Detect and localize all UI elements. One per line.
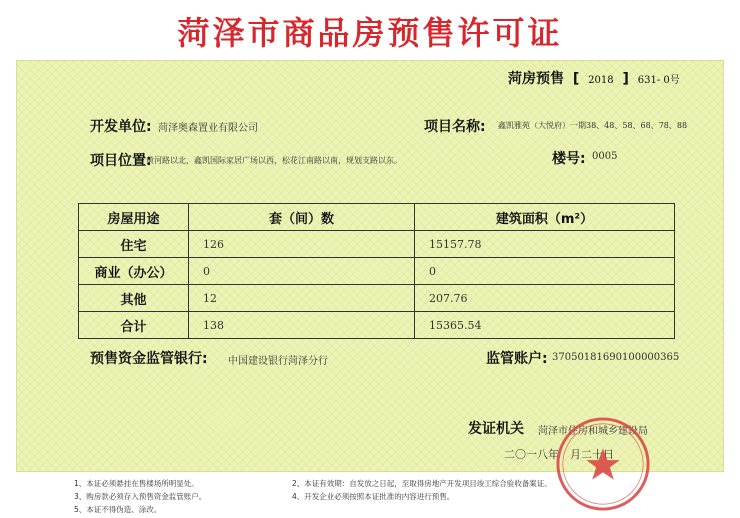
table-header-row <box>79 204 675 231</box>
cert-sequence: 631- 0号 <box>637 75 680 86</box>
note-1: 1、本证必须悬挂在售楼场所明显处。 <box>74 479 199 488</box>
issuer-value: 菏泽市住房和城乡建设局 <box>538 426 648 437</box>
row-use: 商业（办公） <box>79 258 189 285</box>
account-label: 监管账户: <box>486 351 548 367</box>
units-table <box>78 203 675 339</box>
row-area: 15365.54 <box>415 312 675 339</box>
issue-date: 二〇一八年 月二十日 <box>504 448 614 461</box>
cert-bracket-close: ] <box>622 71 629 87</box>
row-area: 0 <box>415 258 675 285</box>
row-units: 126 <box>189 231 415 258</box>
cert-year: 2018 <box>588 75 614 86</box>
account-value: 37050181690100000365 <box>552 352 680 363</box>
note-5: 5、本证不得伪造、涂改。 <box>74 505 162 514</box>
bank-label: 预售资金监管银行: <box>90 351 208 367</box>
bank-value: 中国建设银行菏泽分行 <box>228 356 328 367</box>
table-row <box>79 285 675 312</box>
row-use: 其他 <box>79 285 189 312</box>
notes-left <box>74 477 206 516</box>
header-area: 建筑面积（m²） <box>415 204 675 231</box>
table-row <box>79 231 675 258</box>
building-number-label: 楼号: <box>552 151 586 167</box>
row-units: 12 <box>189 285 415 312</box>
row-area: 15157.78 <box>415 231 675 258</box>
row-units: 138 <box>189 312 415 339</box>
row-area: 207.76 <box>415 285 675 312</box>
header-units: 套（间）数 <box>189 204 415 231</box>
table-row <box>79 258 675 285</box>
cert-bracket-open: [ <box>572 71 580 87</box>
project-location-label: 项目位置: <box>90 153 152 169</box>
developer-label: 开发单位: <box>90 119 152 135</box>
issuer-label: 发证机关 <box>468 421 524 437</box>
certificate-body <box>16 60 724 472</box>
certificate-number <box>508 68 680 88</box>
row-units: 0 <box>189 258 415 285</box>
row-use: 合计 <box>79 312 189 339</box>
developer-value: 菏泽奥森置业有限公司 <box>158 123 258 134</box>
note-3: 3、购房款必须存入预售资金监管账户。 <box>74 492 207 501</box>
note-4: 4、开发企业必须按照本证批准的内容进行预售。 <box>292 492 455 501</box>
note-2: 2、本证有效期：自发放之日起，至取得房地产开发项目竣工综合验收备案证。 <box>292 479 552 488</box>
project-name-value: 鑫凯雅苑（大悦府）一期38、48、58、68、78、88 <box>498 121 688 130</box>
project-name-label: 项目名称: <box>424 119 486 135</box>
table-row <box>79 312 675 339</box>
certificate-title: 菏泽市商品房预售许可证 <box>177 14 563 52</box>
header-use: 房屋用途 <box>79 204 189 231</box>
official-seal <box>554 415 652 513</box>
building-number-value: 0005 <box>592 151 618 162</box>
row-use: 住宅 <box>79 231 189 258</box>
notes-right <box>292 477 552 503</box>
cert-prefix: 菏房预售 <box>508 71 564 87</box>
project-location-value: 黄河路以北，鑫凯国际家居广场以西，松花江南路以南，规划支路以东。 <box>146 156 402 165</box>
